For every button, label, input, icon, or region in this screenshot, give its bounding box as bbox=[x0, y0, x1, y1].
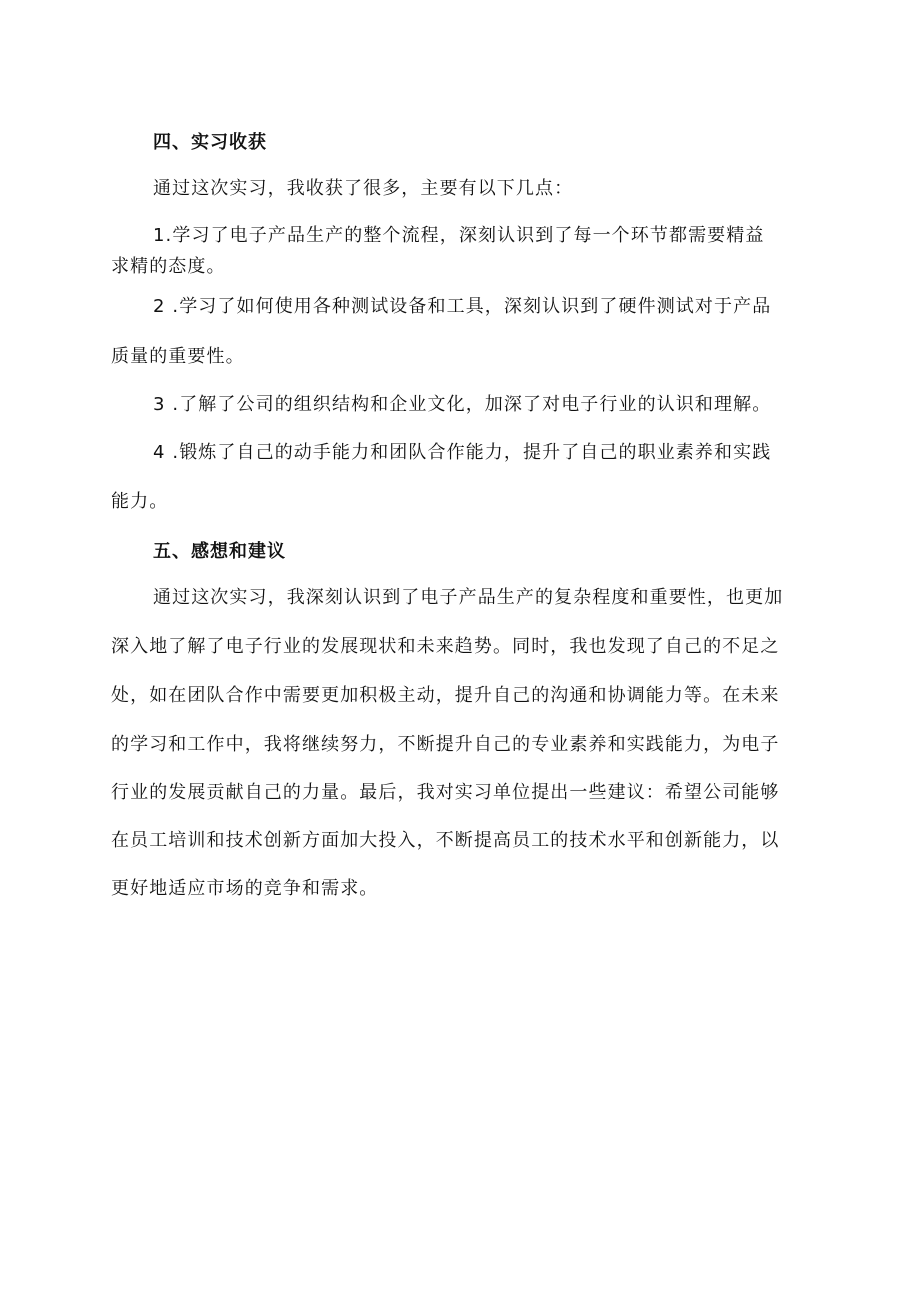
section-5-heading: 五、感想和建议 bbox=[153, 541, 286, 562]
paragraph-line-7: 更好地适应市场的竞争和需求。 bbox=[111, 878, 379, 899]
paragraph-line-3: 处，如在团队合作中需要更加积极主动，提升自己的沟通和协调能力等。在未来 bbox=[111, 685, 780, 706]
list-item-2-line-2: 质量的重要性。 bbox=[111, 346, 245, 367]
paragraph-line-5: 行业的发展贡献自己的力量。最后，我对实习单位提出一些建议：希望公司能够 bbox=[111, 782, 780, 803]
list-item-4-line-1: 4 .锻炼了自己的动手能力和团队合作能力，提升了自己的职业素养和实践 bbox=[153, 442, 772, 463]
paragraph-line-1: 通过这次实习，我深刻认识到了电子产品生产的复杂程度和重要性，也更加 bbox=[153, 587, 784, 608]
section-4-intro: 通过这次实习，我收获了很多，主要有以下几点： bbox=[153, 178, 574, 199]
list-item-1-line-1: 1.学习了电子产品生产的整个流程，深刻认识到了每一个环节都需要精益 bbox=[153, 225, 765, 246]
list-item-4-line-2: 能力。 bbox=[111, 491, 169, 512]
list-item-2-line-1: 2 .学习了如何使用各种测试设备和工具，深刻认识到了硬件测试对于产品 bbox=[153, 296, 772, 317]
paragraph-line-6: 在员工培训和技术创新方面加大投入，不断提高员工的技术水平和创新能力，以 bbox=[111, 830, 780, 851]
list-item-3-line-1: 3 .了解了公司的组织结构和企业文化，加深了对电子行业的认识和理解。 bbox=[153, 394, 772, 415]
paragraph-line-4: 的学习和工作中，我将继续努力，不断提升自己的专业素养和实践能力，为电子 bbox=[111, 734, 780, 755]
list-item-1-line-2: 求精的态度。 bbox=[111, 256, 226, 277]
section-4-heading: 四、实习收获 bbox=[153, 132, 267, 153]
paragraph-line-2: 深入地了解了电子行业的发展现状和未来趋势。同时，我也发现了自己的不足之 bbox=[111, 636, 780, 657]
